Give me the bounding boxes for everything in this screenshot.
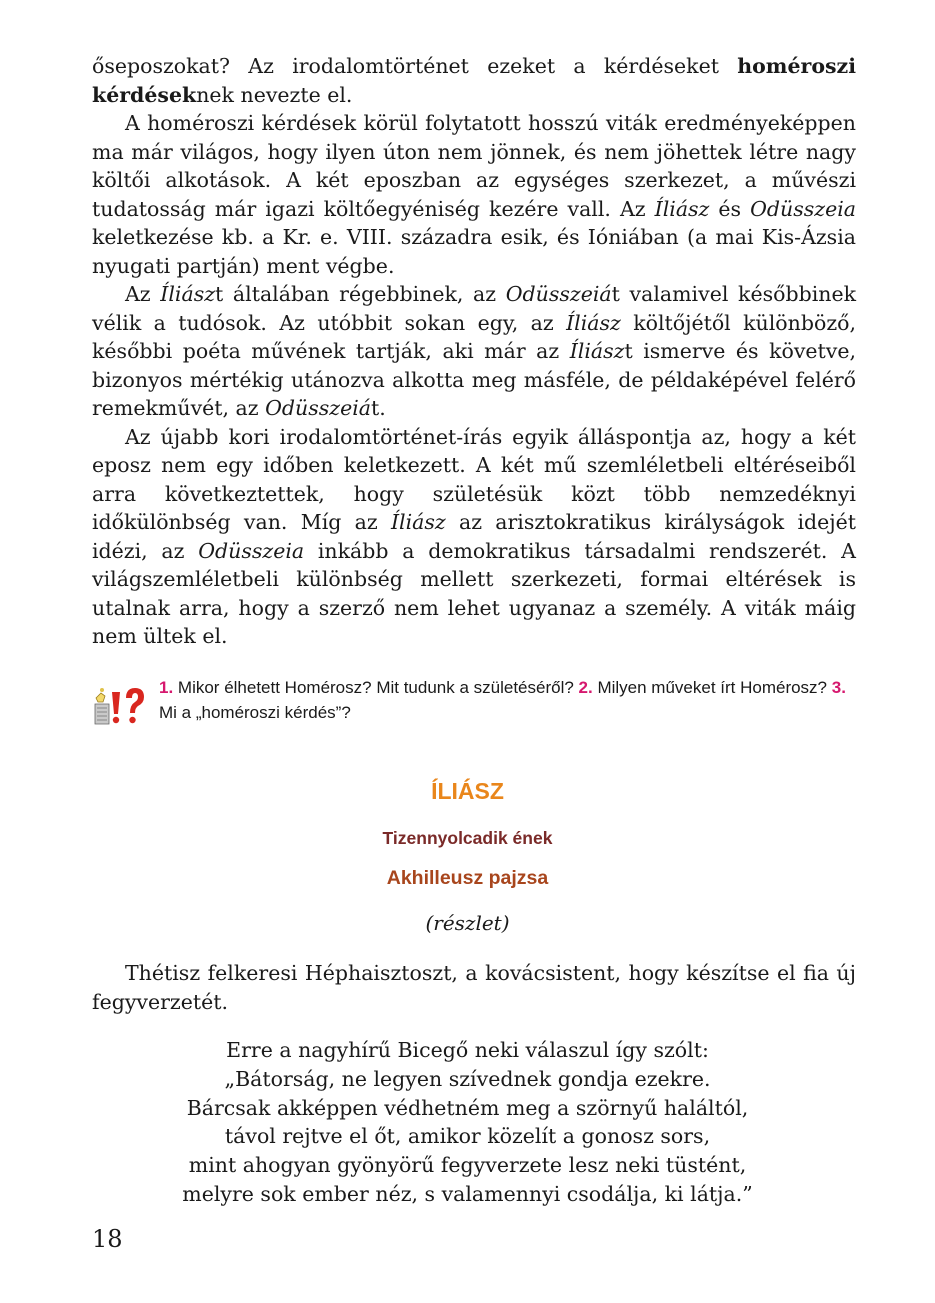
text-run: költőjétől különböző, későbbi poéta művének tartják, aki már az	[92, 310, 856, 363]
page-number: 18	[92, 1225, 123, 1253]
italic-title: Íliász	[654, 196, 710, 221]
poem	[0, 1036, 935, 1209]
question-text: Milyen műveket írt Homérosz?	[592, 678, 832, 697]
text-run: Az	[125, 282, 161, 306]
song-heading: Tizennyolcadik ének	[382, 828, 553, 848]
text-run: Az újabb kori irodalomtörténet-írás egyik álláspontja az, hogy a két eposz nem egy időben keletkezett. A két mű szemléletbeli eltéréseiből arra következtettek, hogy születésük közt több nemzedéknyi időkülönbség van. Míg az	[92, 424, 856, 534]
italic-title: Íliász	[160, 282, 216, 306]
body-text	[92, 52, 856, 651]
text-run: t valamivel későbbinek vélik a tudósok. Az utóbbit sokan egy, az	[92, 282, 857, 335]
italic-title: Íliász	[390, 510, 446, 534]
section-subtitle: Akhilleusz pajzsa	[386, 867, 549, 889]
excerpt-label: (részlet)	[425, 911, 510, 935]
text-run: nek nevezte el.	[196, 82, 353, 107]
italic-title: Odüsszeia	[198, 538, 305, 563]
text-run: és	[709, 196, 751, 221]
review-questions	[92, 676, 856, 732]
section-title: ÍLIÁSZ	[431, 778, 504, 804]
poem-line: távol rejtve el őt, amikor közelít a gonosz sors,	[224, 1124, 711, 1149]
bold-term: homéroszi kérdések	[92, 54, 856, 107]
question-text: Mi a „homéroszi kérdés”?	[159, 702, 351, 722]
italic-title: Odüsszeiá	[505, 282, 612, 306]
text-run: az arisztokratikus királyságok idejét idézi, az	[92, 510, 856, 563]
text-run: inkább a demokratikus társadalmi rendszerét. A világszemléletbeli különbség mellett szerkezeti, formai eltérések is utalnak arra, hogy a szerző nem lehet ugyanaz a személy. A viták máig nem ültek el.	[92, 538, 856, 648]
question-text: Mikor élhetett Homérosz? Mit tudunk a születéséről?	[173, 678, 579, 697]
poem-line: „Bátorság, ne legyen szívednek gondja ezekre.	[224, 1066, 711, 1091]
question-number: 3.	[831, 678, 846, 697]
paragraph-4	[92, 423, 856, 651]
paragraph-1	[92, 52, 856, 109]
text-run: t.	[370, 396, 386, 420]
question-number: 1.	[159, 678, 174, 697]
questions-text	[159, 676, 856, 725]
question-number: 2.	[578, 678, 593, 697]
text-run: A homéroszi kérdések körül folytatott hosszú viták eredményeképpen ma már világos, hogy ilyen úton nem jönnek, és nem jöhettek létre nagy költői alkotások. A két eposzban az egységes szerkezet, a művészi tudatosság már igazi költőegyéniség kezére vall. Az	[92, 111, 856, 221]
italic-title: Íliász	[566, 310, 621, 335]
text-run: t általában régebbinek, az	[215, 282, 506, 306]
italic-title: Odüsszeia	[750, 196, 856, 221]
intro-paragraph	[92, 959, 856, 1016]
italic-title: Odüsszeiá	[265, 396, 371, 420]
intro-text: Thétisz felkeresi Héphaisztoszt, a kovácsistent, hogy készítse el fia új fegyverzetét.	[92, 961, 856, 1014]
poem-line: mint ahogyan gyönyörű fegyverzete lesz neki tüstént,	[188, 1153, 747, 1178]
poem-line: Erre a nagyhírű Bicegő neki válaszul így szólt:	[226, 1038, 709, 1062]
poem-line: melyre sok ember néz, s valamennyi csodálja, ki látja.”	[182, 1181, 753, 1206]
text-run: keletkezése kb. a Kr. e. VIII. századra esik, és Ióniában (a mai Kis-Ázsia nyugati partján) ment végbe.	[92, 225, 856, 278]
paragraph-3	[92, 280, 856, 423]
italic-title: Íliász	[569, 339, 625, 363]
paragraph-2	[92, 109, 856, 280]
poem-line: Bárcsak akképpen védhetném meg a szörnyű haláltól,	[186, 1095, 749, 1120]
text-run: őseposzokat? Az irodalomtörténet ezeket a kérdéseket	[92, 54, 738, 78]
text-run: t ismerve és követve, bizonyos mértékig utánozva alkotta meg másféle, de példaképével felérő remekművét, az	[92, 339, 857, 420]
question-exclamation-icon	[92, 684, 148, 728]
